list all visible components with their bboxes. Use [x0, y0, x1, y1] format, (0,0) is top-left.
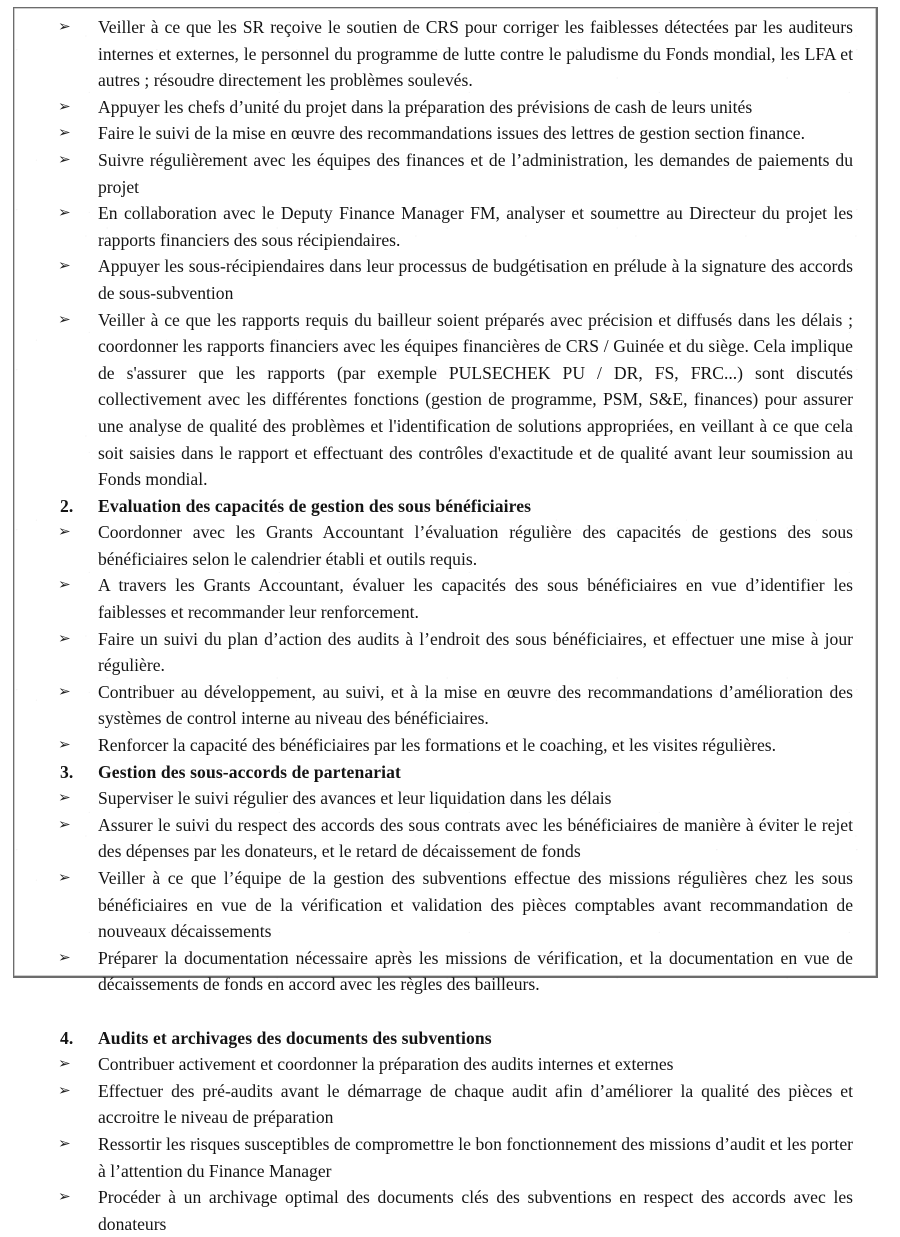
section-heading-text: Audits et archivages des documents des subventions	[98, 1027, 492, 1048]
section-number: 4.	[60, 1027, 74, 1048]
list-item	[58, 679, 853, 732]
list-item-text: Effectuer des pré-audits avant le démarrage de chaque audit afin d’améliorer la qualité des pièces et accroitre le niveau de préparation	[98, 1080, 853, 1128]
list-item-text: Veiller à ce que les SR reçoive le soutien de CRS pour corriger les faiblesses détectées par les auditeurs internes et externes, le personnel du programme de lutte contre le paludisme du Fonds mondial, les LFA et autres ; résoudre directement les problèmes soulevés.	[98, 17, 853, 91]
list-item-text: Coordonner avec les Grants Accountant l’évaluation régulière des capacités de gestions des sous bénéficiaires selon le calendrier établi et outils requis.	[98, 522, 853, 569]
list-item-text: Assurer le suivi du respect des accords des sous contrats avec les bénéficiaires de manière à éviter le rejet des dépenses par les donateurs, et le retard de décaissement de fonds	[98, 814, 853, 862]
list-item	[58, 626, 853, 679]
list-item	[58, 865, 853, 945]
arrow-bullet-icon: ➢	[58, 790, 71, 807]
list-item	[58, 120, 853, 147]
list-item	[58, 1051, 853, 1078]
arrow-bullet-icon: ➢	[58, 258, 71, 275]
list-item-text: Contribuer activement et coordonner la préparation des audits internes et externes	[98, 1054, 674, 1075]
list-item	[58, 1184, 853, 1237]
arrow-bullet-icon: ➢	[58, 1082, 71, 1099]
list-item-text: Préparer la documentation nécessaire après les missions de vérification, et la documentation en vue de décaissements de fonds en accord avec les règles des bailleurs.	[98, 947, 853, 995]
arrow-bullet-icon: ➢	[58, 1189, 71, 1206]
arrow-bullet-icon: ➢	[58, 630, 71, 647]
section-heading	[58, 493, 853, 520]
arrow-bullet-icon: ➢	[58, 19, 71, 35]
arrow-bullet-icon: ➢	[58, 98, 71, 115]
list-item-text: Appuyer les chefs d’unité du projet dans la préparation des prévisions de cash de leurs unités	[98, 96, 753, 117]
arrow-bullet-icon: ➢	[58, 1056, 71, 1073]
list-item-text: Veiller à ce que les rapports requis du bailleur soient préparés avec précision et diffusés dans les délais ; coordonner les rapports financiers avec les équipes financières de CRS / Guinée et du siège. Cela implique de s'assurer que les rapports (par exemple PULSECHEK PU / DR, FS, FRC...) sont discutés collectivement avec les différentes fonctions (gestion de programme, PSM, S&E, finances) pour assurer une analyse de qualité des problèmes et l'identification de solutions appropriées, en veillant à ce que cela soit saisies dans le rapport et effectuant des contrôles d'exactitude et de qualité avant leur soumission au Fonds mondial.	[98, 309, 853, 490]
scanned-page-frame	[13, 7, 878, 1234]
list-item-text: Ressortir les risques susceptibles de compromettre le bon fonctionnement des missions d’audit et les porter à l’attention du Finance Manager	[98, 1133, 853, 1181]
section-heading-text: Evaluation des capacités de gestion des sous bénéficiaires	[98, 495, 532, 516]
list-item	[58, 1078, 853, 1131]
list-item	[58, 732, 853, 759]
list-item-text: En collaboration avec le Deputy Finance Manager FM, analyser et soumettre au Directeur du projet les rapports financiers des sous récipiendaires.	[98, 203, 853, 250]
list-item	[58, 253, 853, 306]
list-item-text: Renforcer la capacité des bénéficiaires par les formations et le coaching, et les visites régulières.	[98, 735, 777, 756]
blank-line	[58, 998, 853, 1025]
list-item	[58, 519, 853, 572]
arrow-bullet-icon: ➢	[58, 949, 71, 966]
list-item	[58, 945, 853, 998]
section-number: 2.	[60, 495, 74, 516]
list-item	[58, 94, 853, 121]
list-item	[58, 785, 853, 812]
list-item-text: Procéder à un archivage optimal des documents clés des subventions en respect des accords avec les donateurs	[98, 1187, 853, 1234]
arrow-bullet-icon: ➢	[58, 151, 71, 168]
list-item	[58, 14, 853, 94]
arrow-bullet-icon: ➢	[58, 524, 71, 541]
arrow-bullet-icon: ➢	[58, 311, 71, 328]
list-item-text: Faire un suivi du plan d’action des audits à l’endroit des sous bénéficiaires, et effectuer une mise à jour régulière.	[98, 628, 853, 676]
arrow-bullet-icon: ➢	[58, 737, 71, 754]
arrow-bullet-icon: ➢	[58, 125, 71, 142]
list-item-text: Appuyer les sous-récipiendaires dans leur processus de budgétisation en prélude à la signature des accords de sous-subvention	[98, 256, 853, 303]
list-item-text: Suivre régulièrement avec les équipes des finances et de l’administration, les demandes de paiements du projet	[98, 149, 853, 197]
list-item	[58, 200, 853, 253]
section-heading-text: Gestion des sous-accords de partenariat	[98, 761, 401, 782]
document-body	[58, 14, 853, 1237]
list-item	[58, 812, 853, 865]
arrow-bullet-icon: ➢	[58, 816, 71, 833]
arrow-bullet-icon: ➢	[58, 1135, 71, 1152]
arrow-bullet-icon: ➢	[58, 205, 71, 222]
list-item	[58, 572, 853, 625]
list-item	[58, 1131, 853, 1184]
list-item-text: A travers les Grants Accountant, évaluer les capacités des sous bénéficiaires en vue d’identifier les faiblesses et recommander leur renforcement.	[98, 575, 853, 623]
list-item-text: Contribuer au développement, au suivi, et à la mise en œuvre des recommandations d’amélioration des systèmes de control interne au niveau des bénéficiaires.	[98, 681, 853, 729]
arrow-bullet-icon: ➢	[58, 683, 71, 700]
list-item	[58, 147, 853, 200]
list-item-text: Superviser le suivi régulier des avances et leur liquidation dans les délais	[98, 788, 612, 809]
list-item-text: Faire le suivi de la mise en œuvre des recommandations issues des lettres de gestion section finance.	[98, 123, 805, 144]
list-item	[58, 307, 853, 493]
arrow-bullet-icon: ➢	[58, 870, 71, 886]
arrow-bullet-icon: ➢	[58, 577, 71, 594]
section-number: 3.	[60, 761, 74, 782]
list-item-text: Veiller à ce que l’équipe de la gestion des subventions effectue des missions régulières chez les sous bénéficiaires en vue de la vérification et validation des pièces comptables avant recommandation de nouveaux décaissements	[98, 868, 853, 942]
section-heading	[58, 759, 853, 786]
section-heading	[58, 1025, 853, 1052]
